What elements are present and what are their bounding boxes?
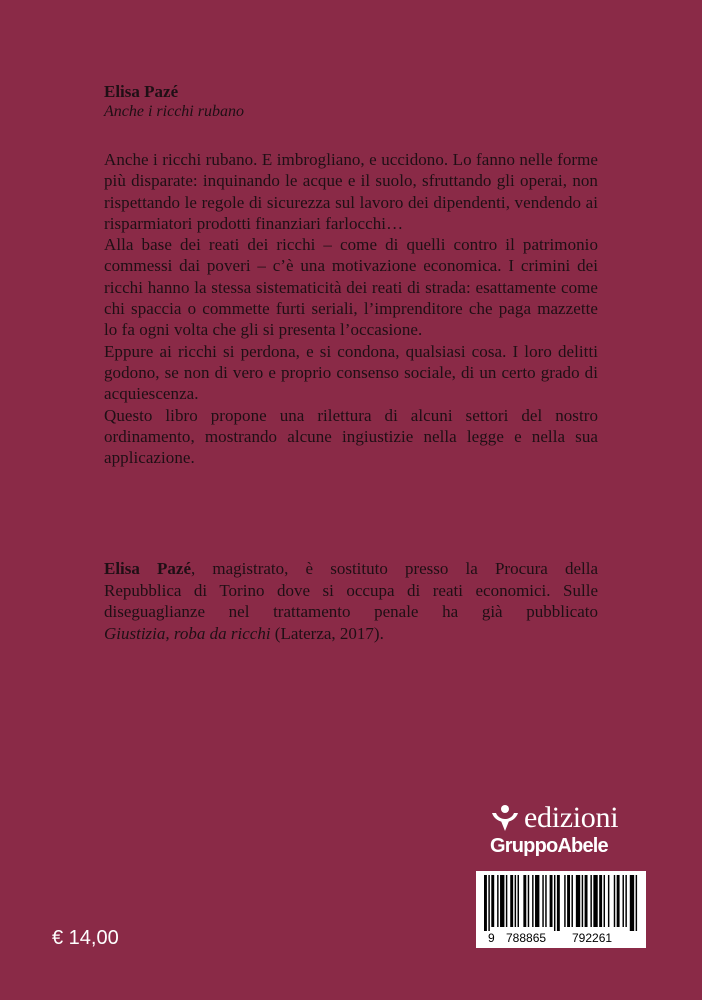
barcode-digit-group: 9 (488, 931, 495, 945)
barcode-bar (535, 875, 539, 927)
people-embrace-icon (490, 803, 520, 833)
barcode-bar (585, 875, 588, 927)
price: € 14,00 (52, 927, 119, 949)
bio-book-suffix: (Laterza, 2017). (270, 623, 384, 643)
book-title: Anche i ricchi rubano (104, 103, 244, 120)
blurb-paragraph: Alla base dei reati dei ricchi – come di quelli contro il patrimonio commessi dai poveri – c’è una motivazione economica. I crimini dei ricchi hanno la stessa sistematicità dei reati di strada: esattamente come chi spaccia o commette furti seriali, l’imprenditore che paga mazzette lo fa ogni volta che gli si presenta l’occasione. (104, 235, 598, 340)
barcode-bar (576, 875, 580, 927)
blurb (104, 149, 598, 468)
author-block (104, 82, 244, 122)
barcode-bar (518, 875, 519, 927)
barcode-bar (550, 875, 553, 927)
barcode-bar (510, 875, 513, 927)
barcode-bar (593, 875, 597, 927)
barcode-bars (484, 875, 640, 931)
bio-text: , magistrato, è sostituto presso la Procura della (191, 559, 598, 578)
barcode-bar (532, 875, 533, 927)
barcode-bar (484, 875, 487, 931)
barcode-bar (523, 875, 526, 927)
barcode-bar (542, 875, 543, 927)
barcode-bar (545, 875, 546, 927)
barcode-digit-group: 792261 (572, 931, 613, 945)
blurb-paragraph: Questo libro propone una rilettura di alcuni settori del nostro ordinamento, mostrando alcune ingiustizie nella legge e nella sua applicazione. (104, 405, 598, 468)
barcode-bar (488, 875, 489, 931)
author-name: Elisa Pazé (104, 82, 179, 101)
barcode-bar (571, 875, 572, 927)
barcode-bar (625, 875, 626, 927)
barcode-bar (506, 875, 507, 927)
barcode-bar (500, 875, 504, 927)
barcode-bar (491, 875, 494, 927)
barcode-bar (557, 875, 560, 931)
bio-line (104, 558, 598, 580)
barcode-bar (604, 875, 605, 927)
barcode-digits (476, 929, 646, 947)
barcode-bar (623, 875, 624, 927)
publisher-word: edizioni (524, 801, 619, 834)
barcode-bar (617, 875, 620, 927)
publisher-sub: GruppoAbele (490, 835, 608, 857)
bio-line: diseguaglianze nel trattamento penale ha già pubblicato (104, 602, 598, 621)
blurb-paragraph: Eppure ai ricchi si perdona, e si condona, qualsiasi cosa. I loro delitti godono, se non di vero e proprio consenso sociale, di un certo grado di acquiescenza. (104, 341, 598, 404)
bio-book-title: Giustizia, roba da ricchi (104, 623, 271, 643)
barcode-bar (636, 875, 637, 931)
isbn-barcode (476, 871, 646, 948)
barcode-bar (599, 875, 602, 927)
blurb-paragraph: Anche i ricchi rubano. E imbrogliano, e uccidono. Lo fanno nelle forme più disparate: inquinando le acque e il suolo, sfruttando gli operai, non rispettando le regole di sicurezza sul lavoro dei dipendenti, vendendo ai risparmiatori prodotti finanziari farlocchi… (104, 150, 598, 233)
barcode-bar (497, 875, 498, 927)
barcode-bar (515, 875, 516, 927)
barcode-bar (614, 875, 615, 927)
barcode-bar (554, 875, 555, 931)
barcode-bar (528, 875, 529, 927)
barcode-bar (564, 875, 565, 927)
barcode-bar (590, 875, 591, 927)
barcode-bar (630, 875, 634, 931)
publisher-logo (490, 803, 650, 863)
author-bio (104, 558, 598, 644)
bio-line: Repubblica di Torino dove si occupa di reati economici. Sulle (104, 580, 598, 600)
barcode-digit-group: 788865 (506, 931, 547, 945)
bio-author-name: Elisa Pazé (104, 559, 192, 578)
barcode-bar (567, 875, 570, 927)
bio-line (104, 623, 598, 645)
barcode-bar (608, 875, 609, 927)
barcode-bar (582, 875, 583, 927)
